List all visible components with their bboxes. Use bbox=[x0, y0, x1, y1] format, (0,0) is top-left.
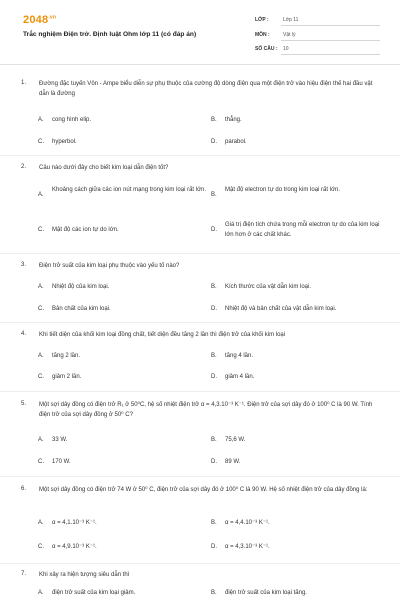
option-letter: A. bbox=[38, 284, 44, 290]
meta-count bbox=[255, 46, 380, 56]
option-text: thẳng. bbox=[225, 117, 242, 123]
option-text: Bản chất của kim loại. bbox=[52, 306, 111, 312]
option-text: α = 4,3.10⁻³ K⁻¹. bbox=[225, 544, 270, 550]
question-text: Khi xảy ra hiện tượng siêu dẫn thì bbox=[39, 572, 130, 578]
option-letter: B. bbox=[211, 437, 217, 443]
meta-underline bbox=[281, 25, 380, 26]
option-text: α = 4,1.10⁻³ K⁻¹. bbox=[52, 520, 97, 526]
question-number: 4. bbox=[21, 331, 27, 337]
question-separator bbox=[0, 253, 400, 254]
option-text: 75,6 W. bbox=[225, 437, 246, 443]
brand-logo[interactable] bbox=[23, 14, 56, 26]
option-letter: C. bbox=[38, 374, 44, 380]
option-letter: B. bbox=[211, 192, 217, 198]
option-text: α = 4,4.10⁻³ K⁻¹. bbox=[225, 520, 270, 526]
option-letter: A. bbox=[38, 192, 44, 198]
question-separator bbox=[0, 391, 400, 392]
option-letter: B. bbox=[211, 353, 217, 359]
brand-suffix: .vn bbox=[48, 14, 57, 21]
question-text: Một sợi dây đồng có điện trở R₁ ở 50⁰C, hệ số nhiệt điện trở α = 4,3.10⁻³ K⁻¹. Điện trở của sợi dây đó ở 100⁰ C là 90 W. Tính điện trở của sợi dây đồng ở 50⁰ C? bbox=[39, 402, 373, 418]
question-number: 1. bbox=[21, 80, 27, 86]
meta-underline bbox=[281, 40, 380, 41]
option-letter: D. bbox=[211, 544, 217, 550]
question-number: 3. bbox=[21, 262, 27, 268]
option-text: parabol. bbox=[225, 139, 247, 145]
page-title: Trắc nghiệm Điện trở. Định luật Ohm lớp 11 (có đáp án) bbox=[23, 31, 197, 38]
option-text: điện trở suất của kim loại giảm. bbox=[52, 590, 136, 596]
option-text: 89 W. bbox=[225, 459, 241, 465]
meta-value: 10 bbox=[283, 46, 289, 52]
option-letter: D. bbox=[211, 374, 217, 380]
option-letter: B. bbox=[211, 520, 217, 526]
question-text: Một sợi dây đồng có điện trở 74 W ở 50⁰ C, điện trở của sợi dây đó ở 100⁰ C là 90 W. Hệ số nhiệt điện trở của dây đồng là: bbox=[39, 487, 368, 493]
question-separator bbox=[0, 155, 400, 156]
meta-subject bbox=[255, 32, 380, 42]
meta-key: SỐ CÂU : bbox=[255, 46, 278, 52]
option-letter: B. bbox=[211, 590, 217, 596]
option-text: 33 W. bbox=[52, 437, 68, 443]
option-letter: A. bbox=[38, 353, 44, 359]
option-letter: C. bbox=[38, 306, 44, 312]
option-text: Kích thước của vật dẫn kim loại. bbox=[225, 284, 311, 290]
option-text: hyperbol. bbox=[52, 139, 77, 145]
option-text: Mật độ electron tự do trong kim loại rất lớn. bbox=[225, 187, 341, 193]
meta-value: Vật lý bbox=[283, 32, 296, 38]
option-text: Khoảng cách giữa các ion nút mạng trong kim loại rất lớn. bbox=[52, 187, 207, 193]
option-text: giảm 2 lần. bbox=[52, 374, 82, 380]
option-text: Nhiệt độ của kim loại. bbox=[52, 284, 110, 290]
question-separator bbox=[0, 322, 400, 323]
option-letter: C. bbox=[38, 227, 44, 233]
option-text: Mật độ các ion tự do lớn. bbox=[52, 227, 119, 233]
option-letter: C. bbox=[38, 139, 44, 145]
option-letter: C. bbox=[38, 459, 44, 465]
option-text: Giá trị điện tích chứa trong mỗi electron tự do của kim loại lớn hơn ở các chất khác. bbox=[225, 222, 380, 238]
meta-class bbox=[255, 17, 380, 27]
question-text: Khi tiết diện của khối kim loại đồng chất, tiết diện đều tăng 2 lần thì điện trở của khối kim loại bbox=[39, 332, 286, 338]
option-text: giảm 4 lần. bbox=[225, 374, 255, 380]
option-letter: D. bbox=[211, 139, 217, 145]
option-letter: C. bbox=[38, 544, 44, 550]
question-number: 2. bbox=[21, 164, 27, 170]
option-text: cong hình elip. bbox=[52, 117, 92, 123]
question-separator bbox=[0, 476, 400, 477]
option-letter: B. bbox=[211, 284, 217, 290]
meta-key: LỚP : bbox=[255, 17, 269, 23]
option-text: α = 4,9.10⁻³ K⁻¹. bbox=[52, 544, 97, 550]
page-header bbox=[0, 0, 400, 66]
meta-underline bbox=[281, 54, 380, 55]
header-divider bbox=[0, 64, 400, 65]
question-separator bbox=[0, 563, 400, 564]
option-text: điện trở suất của kim loại tăng. bbox=[225, 590, 307, 596]
option-letter: A. bbox=[38, 520, 44, 526]
option-letter: A. bbox=[38, 590, 44, 596]
meta-key: MÔN : bbox=[255, 32, 270, 38]
option-text: tăng 2 lần. bbox=[52, 353, 81, 359]
question-number: 6. bbox=[21, 486, 27, 492]
option-letter: A. bbox=[38, 117, 44, 123]
option-text: tăng 4 lần. bbox=[225, 353, 254, 359]
question-text: Đường đặc tuyến Vôn - Ampe biểu diễn sự phụ thuộc của cường độ dòng điện qua một điện trở vào hiệu điện thế hai đầu vật dẫn là đường bbox=[39, 81, 373, 97]
option-letter: D. bbox=[211, 459, 217, 465]
brand-name: 2048 bbox=[23, 14, 49, 26]
question-number: 7. bbox=[21, 571, 27, 577]
option-letter: A. bbox=[38, 437, 44, 443]
option-letter: D. bbox=[211, 306, 217, 312]
option-letter: B. bbox=[211, 117, 217, 123]
question-number: 5. bbox=[21, 401, 27, 407]
option-text: Nhiệt độ và bản chất của vật dẫn kim loại. bbox=[225, 306, 337, 312]
question-text: Điện trở suất của kim loại phụ thuộc vào yếu tố nào? bbox=[39, 263, 180, 269]
meta-value: Lớp 11 bbox=[283, 17, 299, 23]
question-text: Câu nào dưới đây cho biết kim loại dẫn điện tốt? bbox=[39, 165, 169, 171]
option-letter: D. bbox=[211, 227, 217, 233]
option-text: 170 W. bbox=[52, 459, 71, 465]
